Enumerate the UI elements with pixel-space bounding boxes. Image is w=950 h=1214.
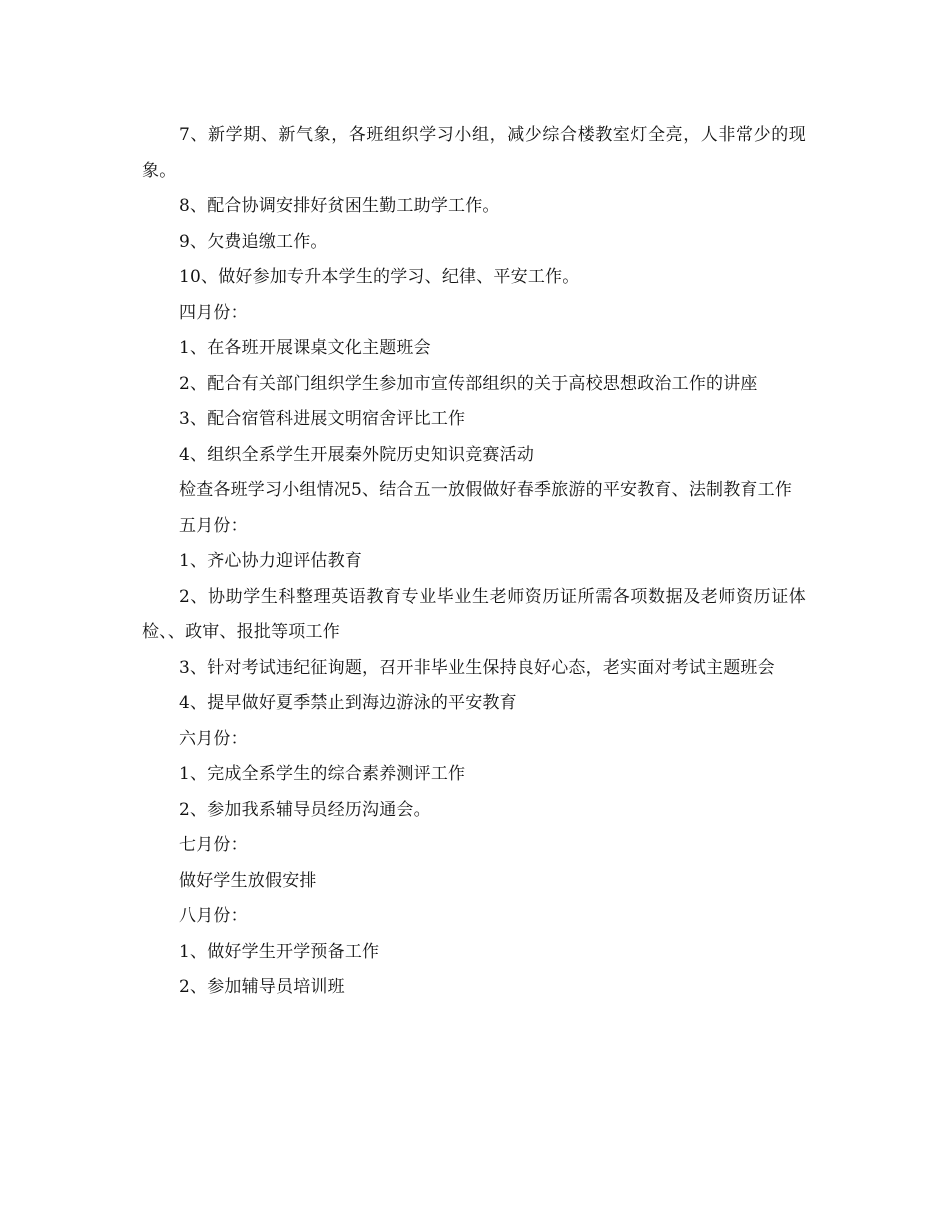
document-body [142, 118, 806, 1006]
april-item-5: 检查各班学习小组情况5、结合五一放假做好春季旅游的平安教育、法制教育工作 [179, 480, 793, 500]
paragraph-item-7: 7、新学期、新气象，各班组织学习小组，减少综合楼教室灯全亮，人非常少的现象。 [142, 125, 806, 181]
section-heading-may: 五月份： [179, 515, 248, 536]
section-heading-june: 六月份： [179, 728, 248, 749]
june-item-2: 2、参加我系辅导员经历沟通会。 [179, 799, 431, 820]
may-item-4: 4、提早做好夏季禁止到海边游泳的平安教育 [179, 693, 517, 713]
may-item-3: 3、针对考试违纪征询题，召开非毕业生保持良好心态，老实面对考试主题班会 [179, 657, 775, 678]
april-item-4: 4、组织全系学生开展秦外院历史知识竞赛活动 [179, 444, 535, 465]
section-heading-august: 八月份： [179, 906, 248, 926]
paragraph-item-10: 10、做好参加专升本学生的学习、纪律、平安工作。 [179, 267, 580, 287]
paragraph-item-8: 8、配合协调安排好贫困生勤工助学工作。 [179, 196, 500, 216]
april-item-3: 3、配合宿管科进展文明宿舍评比工作 [179, 409, 466, 429]
august-item-1: 1、做好学生开学预备工作 [179, 941, 380, 962]
april-item-2: 2、配合有关部门组织学生参加市宣传部组织的关于高校思想政治工作的讲座 [179, 373, 758, 394]
may-item-1: 1、齐心协力迎评估教育 [179, 551, 363, 571]
paragraph-item-9: 9、欠费追缴工作。 [179, 231, 328, 252]
section-heading-july: 七月份： [179, 835, 248, 855]
section-heading-april: 四月份： [179, 302, 248, 323]
august-item-2: 2、参加辅导员培训班 [179, 977, 345, 997]
april-item-1: 1、在各班开展课桌文化主题班会 [179, 338, 431, 358]
july-item-1: 做好学生放假安排 [179, 870, 317, 891]
june-item-1: 1、完成全系学生的综合素养测评工作 [179, 764, 466, 784]
may-item-2: 2、协助学生科整理英语教育专业毕业生老师资历证所需各项数据及老师资历证体检、、政审、报批等项工作 [142, 586, 806, 642]
